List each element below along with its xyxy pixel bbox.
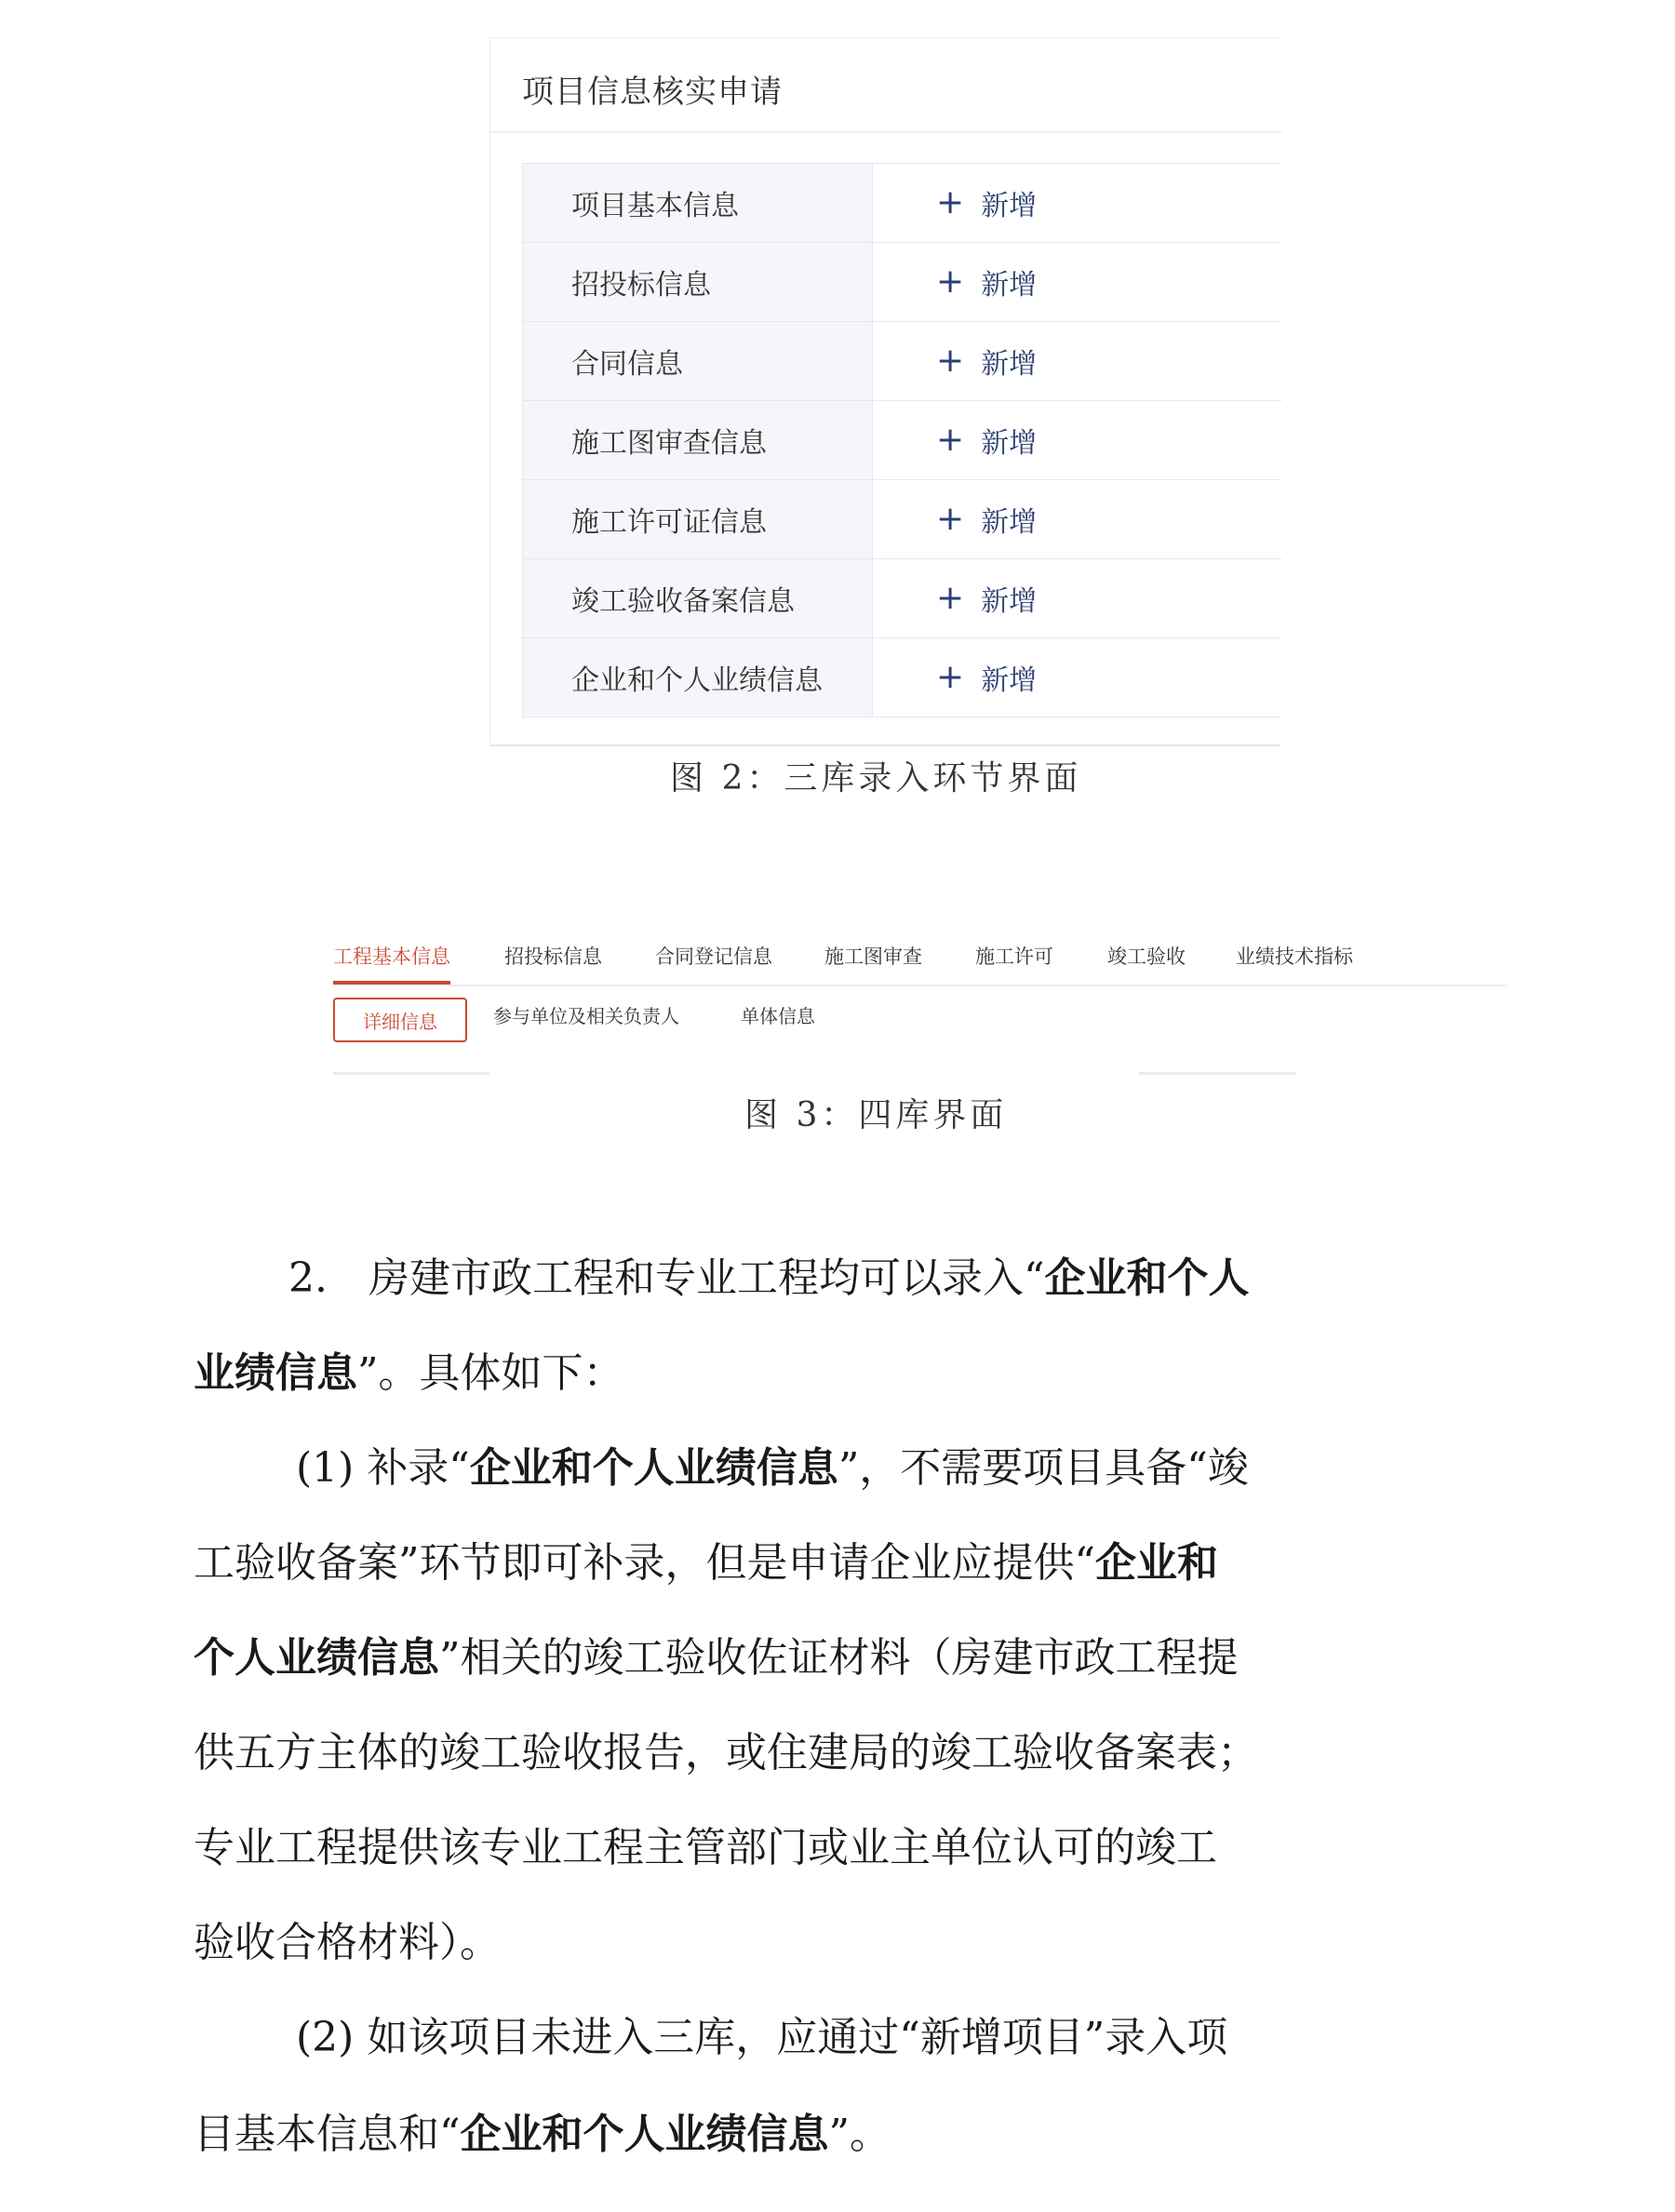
paragraph-line: 供五方主体的竣工验收报告，或住建局的竣工验收备案表； [194, 1729, 1258, 1776]
paragraph-line: 专业工程提供该专业工程主管部门或业主单位认可的竣工 [194, 1824, 1217, 1871]
table-row [523, 558, 1281, 637]
paragraph-line: 验收合格材料）。 [194, 1919, 501, 1966]
add-button-label: 新增 [981, 427, 1038, 460]
four-library-tabs [333, 921, 1508, 1079]
add-button[interactable] [873, 164, 1281, 242]
tab-contract-registration[interactable]: 合同登记信息 [655, 945, 772, 968]
row-label: 施工许可证信息 [523, 480, 873, 558]
figure-2-caption: 图 2：三库录入环节界面 [670, 759, 1082, 798]
add-button[interactable] [873, 480, 1281, 558]
add-button[interactable] [873, 401, 1281, 479]
tab-performance-indicators[interactable]: 业绩技术指标 [1236, 945, 1353, 968]
add-button-label: 新增 [981, 269, 1038, 302]
paragraph-line: (2) 如该项目未进入三库，应通过“新增项目”录入项 [296, 2014, 1228, 2061]
subtab-details[interactable]: 详细信息 [333, 998, 467, 1042]
row-label: 合同信息 [523, 322, 873, 400]
row-label: 企业和个人业绩信息 [523, 638, 873, 717]
tab-project-basic-info[interactable]: 工程基本信息 [333, 945, 450, 968]
table-row [523, 242, 1281, 321]
tab-bar [333, 921, 1508, 986]
table-row [523, 400, 1281, 479]
table-row [523, 637, 1281, 717]
paragraph-line: 工验收备案”环节即可补录，但是申请企业应提供“企业和 [194, 1539, 1218, 1587]
add-button-label: 新增 [981, 190, 1038, 222]
divider [333, 1072, 489, 1075]
divider [490, 131, 1281, 133]
add-button[interactable] [873, 322, 1281, 400]
add-button-label: 新增 [981, 585, 1038, 618]
table-row [523, 321, 1281, 400]
tab-bidding-info[interactable]: 招投标信息 [504, 945, 602, 968]
row-label: 项目基本信息 [523, 164, 873, 242]
panel-title: 项目信息核实申请 [522, 74, 783, 111]
subtab-unit-info[interactable]: 单体信息 [741, 1005, 815, 1027]
project-verification-panel [489, 37, 1280, 746]
plus-icon: + [936, 262, 965, 301]
add-button-label: 新增 [981, 664, 1038, 697]
plus-icon: + [936, 658, 965, 696]
tab-drawing-review[interactable]: 施工图审查 [824, 945, 922, 968]
add-button[interactable] [873, 243, 1281, 321]
divider [1139, 1072, 1295, 1075]
table-row [523, 163, 1281, 242]
paragraph-line: (1) 补录“企业和个人业绩信息”，不需要项目具备“竣 [296, 1444, 1249, 1492]
paragraph-line: 2. 房建市政工程和专业工程均可以录入“企业和个人 [288, 1254, 1250, 1302]
paragraph-line: 业绩信息”。具体如下： [194, 1349, 624, 1397]
add-button-label: 新增 [981, 348, 1038, 381]
add-button[interactable] [873, 638, 1281, 717]
add-button[interactable] [873, 559, 1281, 637]
row-label: 招投标信息 [523, 243, 873, 321]
plus-icon: + [936, 342, 965, 380]
plus-icon: + [936, 579, 965, 617]
row-label: 施工图审查信息 [523, 401, 873, 479]
tab-completion-acceptance[interactable]: 竣工验收 [1107, 945, 1186, 968]
subtab-participants[interactable]: 参与单位及相关负责人 [493, 1005, 679, 1027]
tab-construction-permit[interactable]: 施工许可 [975, 945, 1053, 968]
info-table [522, 163, 1281, 717]
plus-icon: + [936, 500, 965, 538]
add-button-label: 新增 [981, 506, 1038, 539]
paragraph-line: 目基本信息和“企业和个人业绩信息”。 [194, 2111, 891, 2158]
table-row [523, 479, 1281, 558]
paragraph-line: 个人业绩信息”相关的竣工验收佐证材料（房建市政工程提 [194, 1634, 1239, 1682]
row-label: 竣工验收备案信息 [523, 559, 873, 637]
active-tab-indicator [333, 981, 450, 985]
figure-3-caption: 图 3：四库界面 [744, 1096, 1008, 1134]
plus-icon: + [936, 183, 965, 221]
plus-icon: + [936, 421, 965, 459]
